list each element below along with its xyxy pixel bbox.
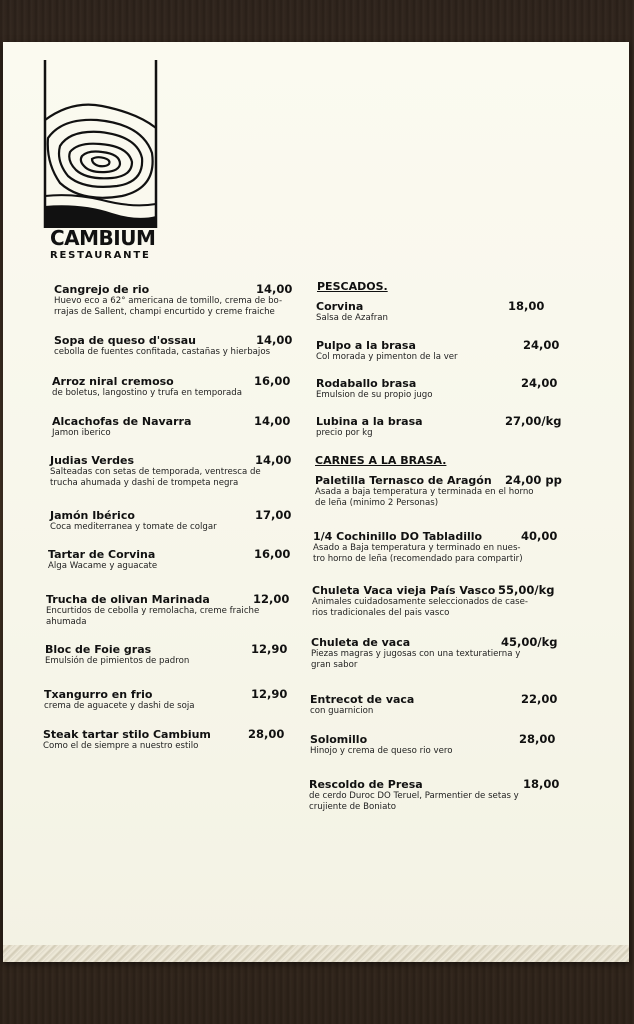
item-price: 12,90 <box>251 687 288 701</box>
menu-border-texture <box>3 945 629 962</box>
item-price: 24,00 pp <box>505 473 562 487</box>
menu-item-rescoldo <box>309 778 564 813</box>
item-description: Animales cuidadosamente seleccionados de case- rios tradicionales del pais vasco <box>312 597 528 618</box>
item-description: Salteadas con setas de temporada, ventresca de trucha ahumada y dashi de trompeta negra <box>50 467 261 488</box>
item-name: Sopa de queso d'ossau <box>54 334 197 347</box>
item-name: Alcachofas de Navarra <box>52 415 192 428</box>
carnes-heading: CARNES A LA BRASA. <box>315 454 447 467</box>
item-description: Salsa de Azafran <box>316 313 388 323</box>
item-description: con guarnicion <box>310 706 374 716</box>
item-description: cebolla de fuentes confitada, castañas y hierbajos <box>54 347 271 357</box>
restaurant-logo <box>42 58 162 268</box>
item-description: Emulsión de pimientos de padron <box>45 656 190 666</box>
menu-item-rodaballo <box>316 377 561 401</box>
menu-item-chuleta-vaca <box>311 636 563 671</box>
menu-item-judias <box>50 454 290 489</box>
menu-item-jamon <box>50 509 290 533</box>
item-name: Lubina a la brasa <box>316 415 423 428</box>
menu-item-sopa <box>54 334 294 358</box>
item-description: Piezas magras y jugosas con una texturatierna y gran sabor <box>311 649 521 670</box>
item-name: Judias Verdes <box>50 454 135 467</box>
item-description: de boletus, langostino y trufa en temporada <box>52 388 243 398</box>
menu-item-corvina <box>316 300 561 324</box>
item-price: 14,00 <box>254 414 291 428</box>
menu-item-trucha <box>46 593 291 628</box>
item-price: 12,90 <box>251 642 288 656</box>
item-name: Entrecot de vaca <box>310 693 415 706</box>
item-name: Steak tartar stilo Cambium <box>43 728 211 741</box>
menu-item-pulpo <box>316 339 561 363</box>
item-name: Arroz niral cremoso <box>52 375 174 388</box>
item-name: Trucha de olivan Marinada <box>46 593 210 606</box>
menu-item-tartar-corvina <box>48 547 291 572</box>
item-description: Como el de siempre a nuestro estilo <box>43 741 199 751</box>
item-name: Rescoldo de Presa <box>309 778 423 791</box>
item-name: Chuleta de vaca <box>311 636 411 649</box>
menu-item-txangurro <box>44 688 289 712</box>
item-price: 16,00 <box>254 374 291 388</box>
menu-item-paletilla <box>315 474 565 509</box>
logo-subtitle: RESTAURANTE <box>50 250 151 261</box>
item-description: Huevo eco a 62° americana de tomillo, crema de bo- rrajas de Sallent, champi encurtido y creme fraiche <box>54 296 283 317</box>
menu-item-arroz <box>52 375 292 399</box>
item-description: Coca mediterranea y tomate de colgar <box>50 522 217 532</box>
item-description: Encurtidos de cebolla y remolacha, creme fraiche ahumada <box>46 606 260 627</box>
item-price: 14,00 <box>256 333 293 347</box>
menu-item-entrecot <box>310 693 562 717</box>
item-name: Txangurro en frio <box>44 688 153 701</box>
item-name: Cangrejo de rio <box>54 283 150 296</box>
menu-item-solomillo <box>310 733 562 757</box>
item-price: 28,00 <box>519 732 556 746</box>
menu-item-foie <box>45 643 290 667</box>
item-description: Jamon iberico <box>52 428 111 438</box>
menu-item-cangrejo <box>54 283 294 318</box>
item-price: 16,00 <box>254 547 291 561</box>
menu-item-alcachofas <box>52 415 292 439</box>
item-description: de cerdo Duroc DO Teruel, Parmentier de setas y crujiente de Boniato <box>309 791 519 812</box>
item-description: precio por kg <box>316 428 373 438</box>
item-name: 1/4 Cochinillo DO Tabladillo <box>313 530 483 543</box>
item-name: Pulpo a la brasa <box>316 339 416 352</box>
item-name: Jamón Ibérico <box>50 509 135 522</box>
item-description: Asada a baja temperatura y terminada en el horno de leña (minimo 2 Personas) <box>315 487 534 508</box>
menu-item-cochinillo <box>313 530 565 565</box>
pescados-heading: PESCADOS. <box>317 280 388 293</box>
item-name: Corvina <box>316 300 364 313</box>
menu-item-chuleta-vaca-vieja <box>312 584 564 619</box>
item-price: 22,00 <box>521 692 558 706</box>
item-price: 27,00/kg <box>505 414 562 428</box>
menu-item-steak-tartar <box>43 728 288 752</box>
item-name: Solomillo <box>310 733 368 746</box>
item-description: Hinojo y crema de queso rio vero <box>310 746 453 756</box>
item-description: crema de aguacete y dashi de soja <box>44 701 195 711</box>
item-price: 12,00 <box>253 592 290 606</box>
item-price: 18,00 <box>523 777 560 791</box>
item-name: Rodaballo brasa <box>316 377 417 390</box>
item-price: 14,00 <box>255 453 292 467</box>
item-name: Tartar de Corvina <box>48 548 156 561</box>
tree-rings-logo-icon <box>42 58 162 228</box>
item-name: Paletilla Ternasco de Aragón <box>315 474 492 487</box>
item-price: 24,00 <box>521 376 558 390</box>
item-description: Col morada y pimenton de la ver <box>316 352 458 362</box>
item-name: Chuleta Vaca vieja País Vasco <box>312 584 496 597</box>
item-price: 40,00 <box>521 529 558 543</box>
logo-title: CAMBIUM <box>50 226 156 250</box>
item-price: 28,00 <box>248 727 285 741</box>
item-price: 55,00/kg <box>498 583 555 597</box>
item-price: 14,00 <box>256 282 293 296</box>
menu-item-lubina <box>316 415 561 439</box>
item-description: Emulsion de su propio jugo <box>316 390 433 400</box>
item-description: Alga Wacame y aguacate <box>48 561 158 571</box>
item-price: 18,00 <box>508 299 545 313</box>
item-description: Asado a Baja temperatura y terminado en nues- tro horno de leña (recomendado para compartir) <box>313 543 523 564</box>
item-name: Bloc de Foie gras <box>45 643 152 656</box>
item-price: 24,00 <box>523 338 560 352</box>
item-price: 17,00 <box>255 508 292 522</box>
item-price: 45,00/kg <box>501 635 558 649</box>
